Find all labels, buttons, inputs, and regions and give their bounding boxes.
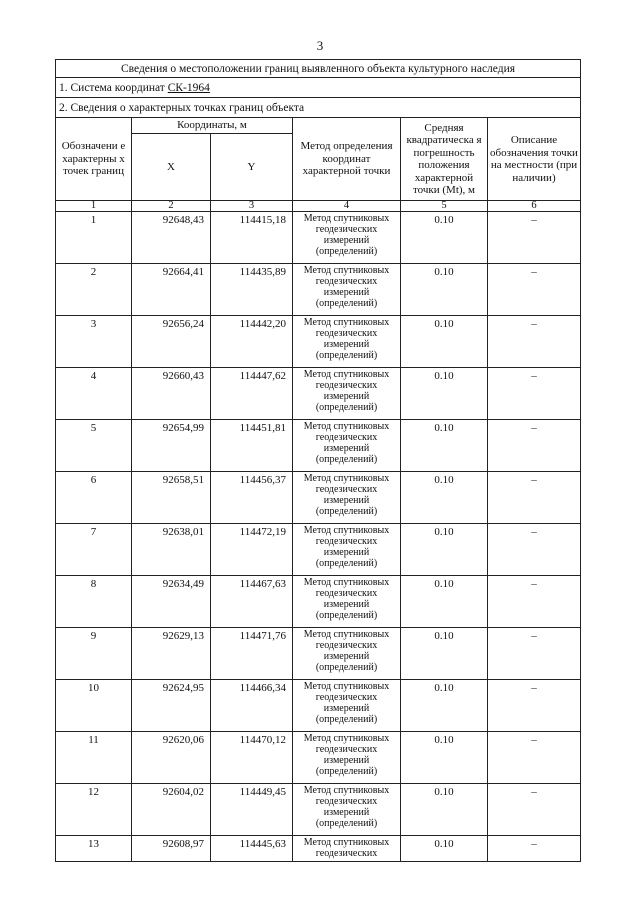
method: Метод спутниковых геодезических измерений (определений): [293, 472, 401, 524]
mean-error: 0.10: [401, 524, 488, 576]
coord-x: 92664,41: [132, 264, 211, 316]
mean-error: 0.10: [401, 576, 488, 628]
coord-x: 92648,43: [132, 212, 211, 264]
point-number: 6: [56, 472, 132, 524]
point-description: –: [488, 836, 581, 862]
method: Метод спутниковых геодезических измерений (определений): [293, 524, 401, 576]
coord-y: 114470,12: [211, 732, 293, 784]
table-row: [56, 732, 581, 784]
coordinate-system-label: 1. Система координат: [59, 81, 168, 94]
column-number: 5: [401, 201, 488, 212]
mean-error: 0.10: [401, 212, 488, 264]
method: Метод спутниковых геодезических измерений (определений): [293, 264, 401, 316]
mean-error: 0.10: [401, 420, 488, 472]
table-row: [56, 316, 581, 368]
point-number: 11: [56, 732, 132, 784]
header-method: Метод определения координат характерной точки: [293, 118, 401, 201]
point-description: –: [488, 732, 581, 784]
coord-x: 92656,24: [132, 316, 211, 368]
point-description: –: [488, 784, 581, 836]
header-x: X: [132, 134, 211, 201]
method: Метод спутниковых геодезических измерений (определений): [293, 628, 401, 680]
point-number: 9: [56, 628, 132, 680]
method: Метод спутниковых геодезических измерений (определений): [293, 680, 401, 732]
point-description: –: [488, 680, 581, 732]
header-designation: Обозначени е характерны х точек границ: [56, 118, 132, 201]
mean-error: 0.10: [401, 472, 488, 524]
method: Метод спутниковых геодезических измерений (определений): [293, 316, 401, 368]
coordinate-system-value: СК-1964: [167, 81, 210, 94]
mean-error: 0.10: [401, 784, 488, 836]
point-number: 13: [56, 836, 132, 862]
method: Метод спутниковых геодезических измерений (определений): [293, 212, 401, 264]
point-number: 1: [56, 212, 132, 264]
header-error: Средняя квадратическа я погрешность положения характерной точки (Mt), м: [401, 118, 488, 201]
point-number: 4: [56, 368, 132, 420]
point-number: 12: [56, 784, 132, 836]
coord-x: 92634,49: [132, 576, 211, 628]
coord-y: 114471,76: [211, 628, 293, 680]
coord-y: 114447,62: [211, 368, 293, 420]
table-row: [56, 368, 581, 420]
coord-x: 92658,51: [132, 472, 211, 524]
mean-error: 0.10: [401, 628, 488, 680]
coord-x: 92604,02: [132, 784, 211, 836]
coord-x: 92660,43: [132, 368, 211, 420]
header-description: Описание обозначения точки на местности (при наличии): [488, 118, 581, 201]
mean-error: 0.10: [401, 264, 488, 316]
table-row: [56, 836, 581, 862]
table-row: [56, 212, 581, 264]
coord-y: 114445,63: [211, 836, 293, 862]
column-number: 3: [211, 201, 293, 212]
coord-y: 114415,18: [211, 212, 293, 264]
method: Метод спутниковых геодезических измерений (определений): [293, 420, 401, 472]
coord-x: 92620,06: [132, 732, 211, 784]
coord-y: 114442,20: [211, 316, 293, 368]
table-row: [56, 524, 581, 576]
point-description: –: [488, 420, 581, 472]
table-title: Сведения о местоположении границ выявленного объекта культурного наследия: [56, 60, 581, 78]
point-description: –: [488, 264, 581, 316]
table-row: [56, 472, 581, 524]
point-number: 2: [56, 264, 132, 316]
coordinate-system: [56, 78, 581, 98]
coord-y: 114472,19: [211, 524, 293, 576]
section-heading: 2. Сведения о характерных точках границ объекта: [56, 98, 581, 118]
point-number: 8: [56, 576, 132, 628]
coord-x: 92654,99: [132, 420, 211, 472]
point-description: –: [488, 368, 581, 420]
column-number: 2: [132, 201, 211, 212]
coord-y: 114449,45: [211, 784, 293, 836]
header-coordinates: Координаты, м: [132, 118, 293, 134]
point-number: 7: [56, 524, 132, 576]
column-number: 6: [488, 201, 581, 212]
table-row: [56, 420, 581, 472]
coord-y: 114466,34: [211, 680, 293, 732]
mean-error: 0.10: [401, 368, 488, 420]
coord-y: 114467,63: [211, 576, 293, 628]
point-description: –: [488, 524, 581, 576]
method: Метод спутниковых геодезических: [293, 836, 401, 862]
point-description: –: [488, 212, 581, 264]
method: Метод спутниковых геодезических измерений (определений): [293, 368, 401, 420]
point-description: –: [488, 576, 581, 628]
point-description: –: [488, 316, 581, 368]
table-row: [56, 576, 581, 628]
page-number: 3: [316, 38, 324, 53]
table-row: [56, 264, 581, 316]
coord-y: 114451,81: [211, 420, 293, 472]
boundary-points-table: [55, 59, 581, 862]
method: Метод спутниковых геодезических измерений (определений): [293, 732, 401, 784]
mean-error: 0.10: [401, 732, 488, 784]
table-row: [56, 680, 581, 732]
table-row: [56, 628, 581, 680]
coord-y: 114435,89: [211, 264, 293, 316]
column-number: 4: [293, 201, 401, 212]
mean-error: 0.10: [401, 316, 488, 368]
method: Метод спутниковых геодезических измерений (определений): [293, 784, 401, 836]
point-number: 5: [56, 420, 132, 472]
method: Метод спутниковых геодезических измерений (определений): [293, 576, 401, 628]
coord-x: 92624,95: [132, 680, 211, 732]
mean-error: 0.10: [401, 680, 488, 732]
point-number: 10: [56, 680, 132, 732]
column-number-row: [56, 201, 581, 212]
point-description: –: [488, 472, 581, 524]
coord-y: 114456,37: [211, 472, 293, 524]
table-row: [56, 784, 581, 836]
header-y: Y: [211, 134, 293, 201]
mean-error: 0.10: [401, 836, 488, 862]
column-number: 1: [56, 201, 132, 212]
coord-x: 92638,01: [132, 524, 211, 576]
point-description: –: [488, 628, 581, 680]
coord-x: 92608,97: [132, 836, 211, 862]
point-number: 3: [56, 316, 132, 368]
coord-x: 92629,13: [132, 628, 211, 680]
